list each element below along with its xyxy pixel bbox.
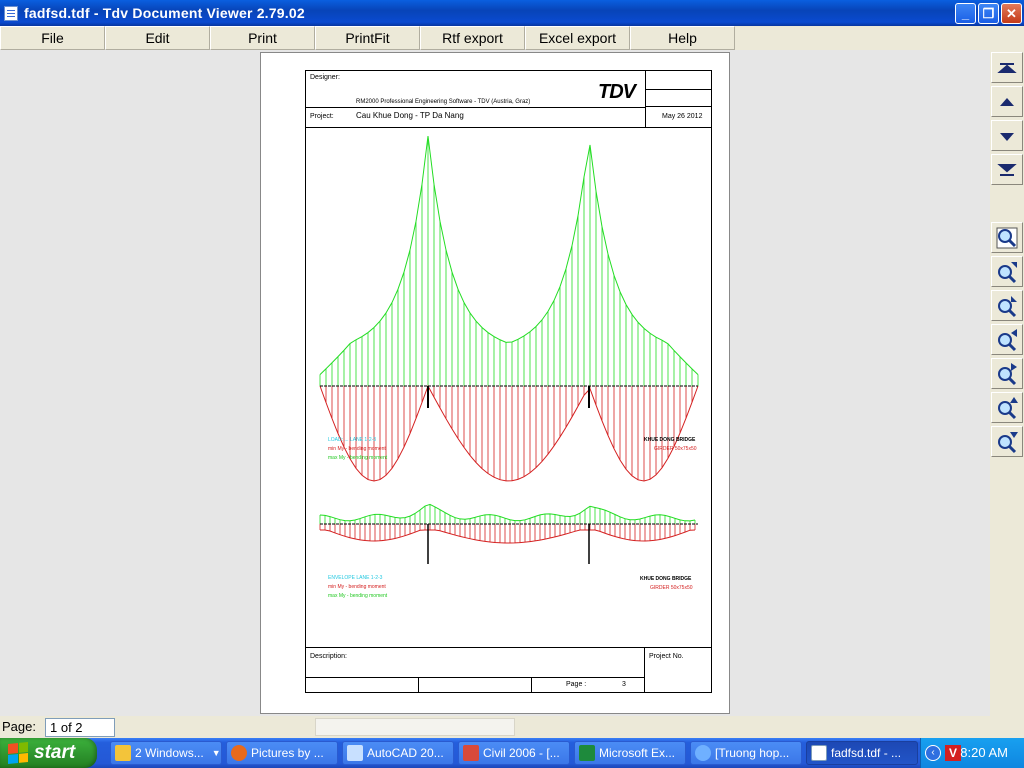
legend-2-line-3: max My - bending moment [328,593,388,599]
zoom-fit-button[interactable] [991,222,1023,253]
window-title-bar[interactable] [0,0,1024,26]
midas-icon [695,745,711,761]
negative-moment-envelope [320,386,698,481]
windows-logo-icon [8,742,28,764]
taskbar-item-windows[interactable] [110,741,222,765]
page-indicator-field[interactable]: 1 of 2 [45,718,115,737]
tray-chevron-icon[interactable]: ‹ [925,745,941,761]
antivirus-icon[interactable]: V [945,745,961,761]
designer-label: Designer: [310,74,340,81]
zoom-out-icon [995,294,1019,318]
legend-1-right-1: KHUE DONG BRIDGE [644,437,696,443]
footer-divider [644,647,645,693]
legend-2-right-2: GIRDER 50x75x50 [650,585,693,591]
windows-taskbar [0,738,1024,768]
drawing-frame [305,70,712,693]
project-number-label: Project No. [649,653,684,660]
project-label: Project: [310,113,334,120]
zoom-fit-icon [995,226,1019,250]
header-cell-line [645,89,712,90]
pan-left-button[interactable] [991,324,1023,355]
first-page-button[interactable] [991,52,1023,83]
window-title: fadfsd.tdf - Tdv Document Viewer 2.79.02 [24,5,305,21]
firefox-icon [231,745,247,761]
first-page-icon [997,58,1017,78]
document-icon [811,745,827,761]
legend-2-line-1: ENVELOPE LANE 1-2-3 [328,575,383,581]
taskbar-item-label: AutoCAD 20... [367,746,444,760]
last-page-button[interactable] [991,154,1023,185]
taskbar-item-label: Microsoft Ex... [599,746,676,760]
zoom-in-button[interactable] [991,256,1023,287]
pan-down-button[interactable] [991,426,1023,457]
menu-excel-export[interactable]: Excel export [525,26,630,50]
menu-print[interactable]: Print [210,26,315,50]
taskbar-item-excel[interactable] [574,741,686,765]
legend-2-right-1: KHUE DONG BRIDGE [640,576,692,582]
legend-1-line-3: max My - bending moment [328,455,388,461]
bending-moment-diagrams [306,128,711,648]
footer-cell-line [531,677,532,693]
menu-rtf-export[interactable]: Rtf export [420,26,525,50]
start-button[interactable] [0,738,97,768]
taskbar-item-civil[interactable] [458,741,570,765]
window-controls [955,3,1022,24]
taskbar-item-label: 2 Windows... [135,746,204,760]
menu-file[interactable]: File [0,26,105,50]
excel-icon [579,745,595,761]
software-line: RM2000 Professional Engineering Software - TDV (Austria, Graz) [356,99,531,105]
page-number: 3 [622,681,626,688]
menu-help[interactable]: Help [630,26,735,50]
footer-row-line [306,677,644,678]
taskbar-item-label: Civil 2006 - [... [483,746,560,760]
taskbar-item-autocad[interactable] [342,741,454,765]
positive-moment-envelope [320,504,695,520]
pan-down-icon [995,430,1019,454]
header-divider [645,71,646,127]
document-viewport[interactable] [0,50,990,716]
folder-icon [115,745,131,761]
last-page-icon [997,160,1017,180]
maximize-button[interactable]: ❐ [978,3,999,24]
clock: 8:20 AM [960,745,1008,760]
pan-up-icon [995,396,1019,420]
next-page-button[interactable] [991,120,1023,151]
document-page [260,52,730,714]
previous-page-icon [997,92,1017,112]
system-tray [920,738,1024,768]
negative-moment-envelope [320,530,695,543]
navigation-toolbar [990,50,1024,716]
close-button[interactable]: ✕ [1001,3,1022,24]
footer-top-line [306,647,712,648]
positive-moment-envelope [320,136,698,375]
pan-up-button[interactable] [991,392,1023,423]
legend-2-line-2: min My - bending moment [328,584,386,590]
legend-1-line-2: min My - bending moment [328,446,386,452]
taskbar-item-pictures[interactable] [226,741,338,765]
minimize-button[interactable]: _ [955,3,976,24]
header-line [306,107,645,108]
legend-1-right-2: GIRDER 50x75x50 [654,446,697,452]
taskbar-item-label: [Truong hop... [715,746,790,760]
page-label: Page : [566,681,587,688]
header-cell-line [645,106,712,107]
page-indicator-label: Page: [2,719,36,734]
previous-page-button[interactable] [991,86,1023,117]
menu-bar [0,26,1024,50]
pan-right-button[interactable] [991,358,1023,389]
menu-edit[interactable]: Edit [105,26,210,50]
pan-left-icon [995,328,1019,352]
document-date: May 26 2012 [662,113,703,120]
menu-printfit[interactable]: PrintFit [315,26,420,50]
chevron-down-icon: ▼ [211,748,221,758]
description-label: Description: [310,653,347,660]
horizontal-scrollbar[interactable] [315,718,515,736]
start-label: start [34,742,76,763]
legend-1-line-1: LOAD: ... LANE 1-2-3 [328,437,377,443]
pan-right-icon [995,362,1019,386]
document-app-icon [4,6,18,21]
zoom-in-icon [995,260,1019,284]
next-page-icon [997,126,1017,146]
project-name: Cau Khue Dong - TP Da Nang [356,111,464,120]
tdv-logo: TDV [598,81,635,103]
autocad-icon [347,745,363,761]
civil-icon [463,745,479,761]
taskbar-item-truong-hop[interactable] [690,741,802,765]
taskbar-item-tdv-viewer[interactable] [806,741,918,765]
footer-cell-line [418,677,419,693]
taskbar-item-label: fadfsd.tdf - ... [831,746,902,760]
status-bar [0,716,1024,738]
zoom-out-button[interactable] [991,290,1023,321]
taskbar-item-label: Pictures by ... [251,746,324,760]
